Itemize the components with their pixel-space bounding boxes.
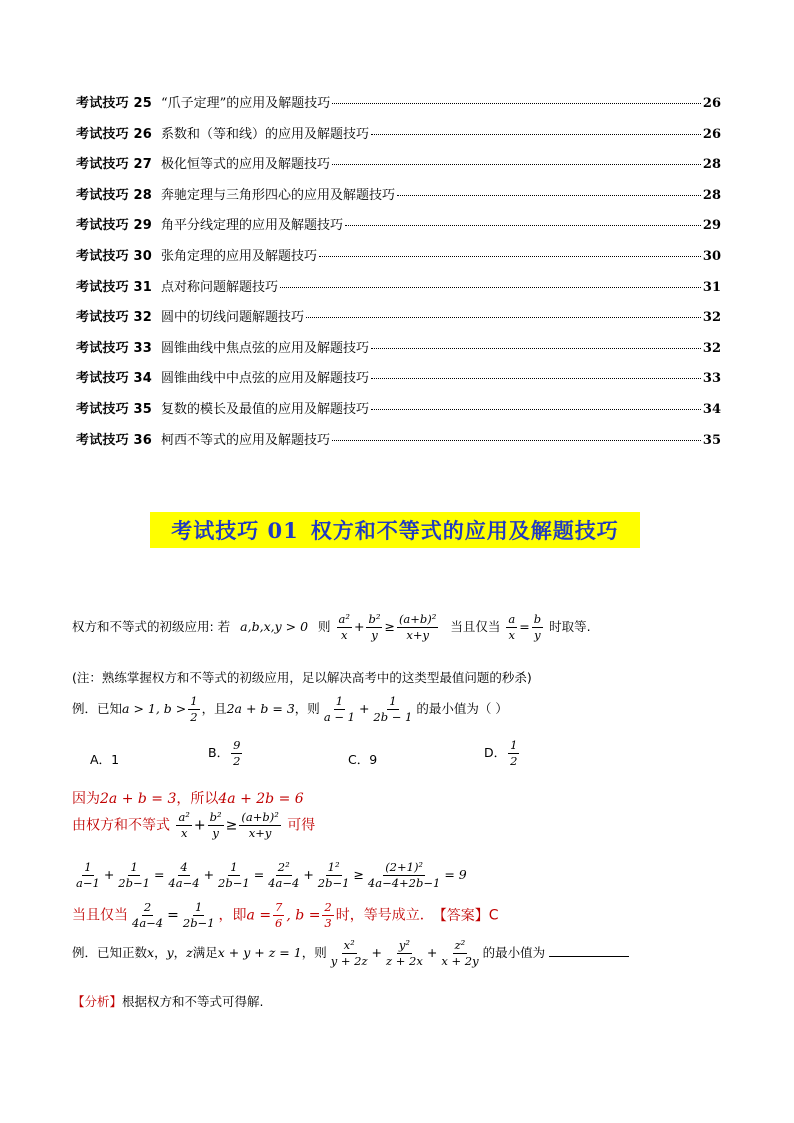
fraction: $\frac{1}{2b-1}$ (182, 900, 215, 930)
toc-entry-page: 28 (702, 157, 721, 173)
fraction: $\frac{\text{(a+b)²}}{x+y}$ (398, 612, 437, 642)
fraction: $\frac{\text{b²}}{y}$ (209, 810, 222, 840)
toc-entry[interactable] (76, 92, 721, 123)
fraction: $\frac{\text{a²}}{x}$ (338, 612, 350, 642)
toc-entry-label: 考试技巧 29 (76, 218, 153, 234)
option-d: D． $\frac{1}{2}$ (484, 738, 518, 768)
toc-entry-page: 32 (702, 340, 721, 356)
toc-entry-title: 圆锥曲线中焦点弦的应用及解题技巧 (161, 340, 370, 356)
table-of-contents (76, 92, 721, 459)
toc-entry-title: “爪子定理”的应用及解题技巧 (161, 96, 331, 111)
solution-line-4: 当且仅当 $\frac{2}{4a-4}$ = $\frac{1}{2b-1}$ ，即a = $\frac{7}{6}$ , b = $\frac{2}{3}$ 时，等号成立． 【答案】C (72, 900, 499, 930)
answer-tag: 【答案】 (439, 907, 489, 924)
solution-line-1: 因为2a + b = 3，所以4a + 2b = 6 (72, 791, 304, 807)
toc-entry[interactable] (76, 153, 721, 184)
fraction: $\frac{\text{a²}}{x}$ (178, 810, 190, 840)
fraction: $\frac{4}{4a-4}$ (168, 860, 200, 890)
toc-entry-title: 张角定理的应用及解题技巧 (161, 248, 318, 264)
fraction: $\frac{\text{b²}}{y}$ (368, 612, 381, 642)
toc-entry[interactable] (76, 123, 721, 154)
toc-entry[interactable] (76, 398, 721, 429)
toc-entry-label: 考试技巧 31 (76, 279, 153, 295)
toc-entry[interactable] (76, 276, 721, 307)
fraction: $\frac{b}{y}$ (533, 612, 542, 642)
fraction: $\frac{1}{a - 1}$ (323, 694, 355, 724)
toc-entry[interactable] (76, 367, 721, 398)
toc-entry[interactable] (76, 429, 721, 460)
toc-entry-page: 34 (702, 401, 721, 417)
toc-entry-page: 26 (702, 96, 721, 111)
toc-dot-leader (332, 164, 701, 165)
fraction: $\frac{\text{x²}}{y + 2z}$ (330, 938, 368, 968)
toc-entry-title: 圆锥曲线中中点弦的应用及解题技巧 (161, 371, 370, 387)
toc-entry-label: 考试技巧 27 (76, 157, 153, 173)
fraction: $\frac{1}{2b-1}$ (218, 860, 250, 890)
intro-then: 则 (318, 619, 331, 634)
fraction: $\frac{a}{x}$ (508, 612, 516, 642)
example-2-question: 例．已知正数x，y，z满足x + y + z = 1，则 $\frac{\text{x²}}{y + 2z}$ + $\frac{\text{y²}}{z + 2x}$ + $\frac{\text{z²}}{x + 2y}$ 的最小值为 (72, 938, 629, 969)
toc-dot-leader (371, 348, 701, 349)
toc-dot-leader (319, 256, 701, 257)
toc-entry-label: 考试技巧 26 (76, 126, 153, 142)
section-title: 权方和不等式的应用及解题技巧 (310, 518, 619, 543)
fraction: $\frac{1}{2b-1}$ (118, 860, 150, 890)
toc-dot-leader (332, 440, 701, 441)
toc-entry-title: 奔驰定理与三角形四心的应用及解题技巧 (161, 187, 396, 203)
toc-entry[interactable] (76, 306, 721, 337)
toc-dot-leader (371, 409, 701, 410)
fraction: $\frac{\text{(a+b)²}}{x+y}$ (241, 810, 279, 840)
toc-entry-page: 26 (702, 126, 721, 142)
toc-entry[interactable] (76, 214, 721, 245)
toc-entry[interactable] (76, 337, 721, 368)
toc-entry-page: 32 (702, 310, 721, 326)
toc-entry-label: 考试技巧 30 (76, 248, 153, 264)
intro-lead: 权方和不等式的初级应用: 若 (72, 619, 231, 634)
toc-entry-title: 极化恒等式的应用及解题技巧 (161, 157, 331, 173)
analysis-tag: 【分析】 (72, 994, 123, 1009)
toc-dot-leader (345, 225, 701, 226)
toc-entry-page: 35 (702, 432, 721, 448)
toc-entry-label: 考试技巧 32 (76, 310, 153, 326)
fraction: $\frac{\text{(2+1)²}}{4a-4+2b-1}$ (367, 860, 441, 890)
intro-when: 当且仅当 (450, 619, 501, 634)
toc-entry-page: 29 (702, 218, 721, 234)
toc-entry-title: 复数的模长及最值的应用及解题技巧 (161, 401, 370, 417)
fraction: $\frac{1}{2}$ (510, 738, 518, 768)
section-label: 考试技巧 01 (171, 518, 299, 543)
fraction: $\frac{7}{6}$ (275, 900, 283, 930)
fraction: $\frac{\text{y²}}{z + 2x}$ (386, 938, 423, 968)
fraction: $\frac{\text{1²}}{2b-1}$ (317, 860, 350, 890)
toc-entry-page: 31 (702, 279, 721, 295)
intro-line: 权方和不等式的初级应用: 若 a,b,x,y > 0 则 $\frac{\text{a²}}{x}$ + $\frac{\text{b²}}{y}$ ≥ $\frac{\text{(a+b)²}}{x+y}$ 当且仅当 $\frac{a}{x}$ = $\frac{b}{y}$ 时取等. (72, 612, 591, 642)
toc-entry-label: 考试技巧 34 (76, 371, 153, 387)
answer-blank[interactable] (549, 944, 629, 957)
fraction: $\frac{\text{2²}}{4a-4}$ (268, 860, 300, 890)
toc-dot-leader (371, 134, 701, 135)
note-line: (注：熟练掌握权方和不等式的初级应用，足以解决高考中的这类型最值问题的秒杀) (72, 670, 532, 685)
toc-entry-page: 28 (702, 187, 721, 203)
fraction: $\frac{1}{2b - 1}$ (373, 694, 413, 724)
fraction: $\frac{9}{2}$ (233, 738, 241, 768)
solution-line-3: $\frac{1}{a-1}$ + $\frac{1}{2b-1}$ = $\frac{4}{4a-4}$ + $\frac{1}{2b-1}$ = $\frac{\text{2²}}{4a-4}$ + $\frac{\text{1²}}{2b-1}$ ≥ $\frac{\text{(2+1)²}}{4a-4+2b-1}$ = 9 (76, 860, 467, 890)
toc-entry-label: 考试技巧 35 (76, 401, 153, 417)
section-heading (150, 512, 640, 548)
toc-entry-title: 系数和（等和线）的应用及解题技巧 (161, 126, 370, 142)
fraction: $\frac{\text{z²}}{x + 2y}$ (441, 938, 479, 968)
toc-dot-leader (397, 195, 701, 196)
option-a: A．1 (90, 752, 120, 767)
toc-entry-label: 考试技巧 33 (76, 340, 153, 356)
analysis-line: 【分析】根据权方和不等式可得解. (72, 994, 264, 1009)
toc-entry-label: 考试技巧 25 (76, 96, 153, 111)
toc-entry-page: 30 (702, 248, 721, 264)
toc-entry-page: 33 (702, 371, 721, 387)
fraction: $\frac{2}{4a-4}$ (132, 900, 164, 930)
toc-entry-label: 考试技巧 36 (76, 432, 153, 448)
option-b: B． $\frac{9}{2}$ (208, 738, 241, 768)
fraction: $\frac{1}{2}$ (190, 694, 198, 724)
example-1-question: 例．已知a > 1, b > $\frac{1}{2}$ ，且2a + b = 3，则 $\frac{1}{a - 1}$ + $\frac{1}{2b - 1}$ 的最小值为（ ） (72, 694, 508, 724)
fraction: $\frac{2}{3}$ (324, 900, 332, 930)
toc-entry-title: 点对称问题解题技巧 (161, 279, 279, 295)
toc-entry-label: 考试技巧 28 (76, 187, 153, 203)
solution-line-2: 由权方和不等式 $\frac{\text{a²}}{x}$ + $\frac{\text{b²}}{y}$ ≥ $\frac{\text{(a+b)²}}{x+y}$ 可得 (72, 810, 316, 840)
toc-entry-title: 圆中的切线问题解题技巧 (161, 310, 305, 326)
intro-tail: 时取等. (549, 619, 591, 634)
answer-value: C (488, 907, 499, 924)
toc-dot-leader (371, 378, 701, 379)
toc-dot-leader (280, 287, 701, 288)
toc-entry-title: 角平分线定理的应用及解题技巧 (161, 218, 344, 234)
fraction: $\frac{1}{a-1}$ (76, 860, 100, 890)
toc-entry-title: 柯西不等式的应用及解题技巧 (161, 432, 331, 448)
toc-entry[interactable] (76, 245, 721, 276)
toc-dot-leader (306, 317, 701, 318)
option-c: C．9 (348, 752, 378, 767)
intro-condition: a,b,x,y > 0 (240, 619, 309, 634)
toc-dot-leader (332, 103, 701, 104)
toc-entry[interactable] (76, 184, 721, 215)
